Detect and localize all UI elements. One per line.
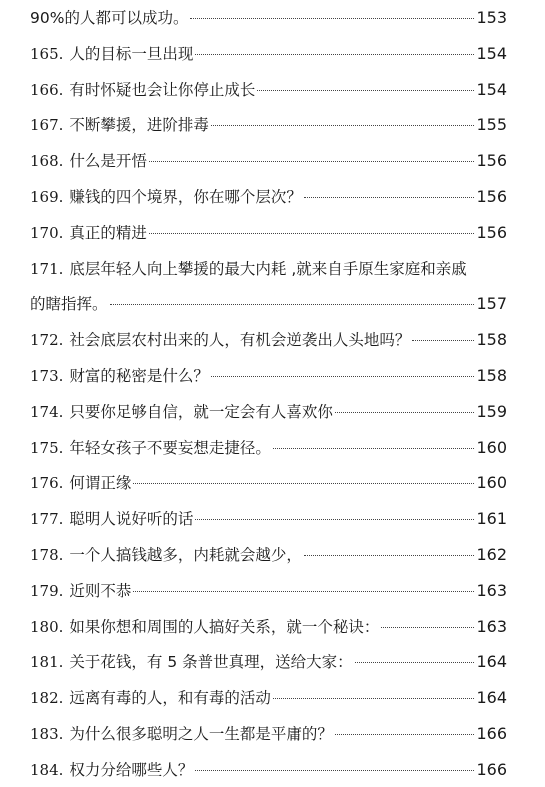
- toc-entry-number: 180.: [30, 617, 64, 636]
- toc-entry-title: 聪明人说好听的话: [69, 510, 194, 529]
- toc-entry-page-number: 156: [476, 222, 507, 242]
- toc-entry-number: 175.: [30, 438, 64, 457]
- toc-entry-page-number: 163: [476, 616, 507, 636]
- toc-entry: [30, 149, 507, 173]
- toc-entry: [30, 257, 507, 281]
- toc-entry-number: 181.: [30, 653, 64, 672]
- dot-leader: [273, 698, 475, 699]
- toc-entry: [30, 471, 507, 495]
- toc-entry-number: 168.: [30, 152, 64, 171]
- dot-leader: [335, 734, 475, 735]
- toc-entry-number: 182.: [30, 689, 64, 708]
- toc-entry-page-number: 164: [476, 652, 507, 672]
- toc-entry: [30, 758, 507, 782]
- toc-entry-page-number: 162: [476, 545, 507, 564]
- toc-entry-title: 真正的精进: [69, 223, 147, 242]
- dot-leader: [381, 627, 474, 628]
- toc-entry-number: 171.: [30, 259, 64, 278]
- toc-entry-page-number: 156: [476, 151, 507, 171]
- toc-entry-title: 只要你足够自信，就一定会有人喜欢你: [69, 402, 333, 421]
- toc-entry-number: 165.: [30, 44, 64, 63]
- toc-entry-number: 179.: [30, 581, 64, 600]
- toc-entry: [30, 579, 507, 603]
- toc-entry-title: 为什么很多聪明之人一生都是平庸的？: [69, 725, 333, 743]
- toc-entry-page-number: 166: [476, 759, 507, 779]
- toc-entry-number: 166.: [30, 80, 64, 99]
- toc-entry-page-number: 158: [476, 366, 507, 385]
- toc-entry-title: 什么是开悟: [69, 152, 147, 171]
- toc-entry-page-number: 154: [476, 43, 507, 63]
- toc-entry-title: 如果你想和周围的人搞好关系，就一个秘诀：: [69, 617, 380, 636]
- toc-entry-number: 174.: [30, 402, 64, 421]
- toc-entry: [30, 400, 507, 424]
- toc-entry: [30, 722, 507, 746]
- toc-entry: [30, 436, 507, 460]
- toc-entry: [30, 650, 507, 674]
- toc-entry-title: 的瞎指挥。: [30, 295, 108, 314]
- toc-entry-title: 财富的秘密是什么？: [69, 367, 209, 385]
- toc-entry-title: 赚钱的四个境界，你在哪个层次？: [69, 188, 302, 206]
- toc-entry-number: 169.: [30, 188, 64, 206]
- toc-entry-title: 远离有毒的人，和有毒的活动: [69, 689, 271, 708]
- dot-leader: [110, 304, 475, 305]
- toc-entry: [30, 686, 507, 710]
- toc-entry-page-number: 161: [476, 509, 507, 529]
- toc-entry-number: 178.: [30, 546, 64, 564]
- dot-leader: [149, 233, 475, 234]
- toc-entry-page-number: 160: [476, 473, 507, 493]
- toc-entry-title: 有时怀疑也会让你停止成长: [69, 80, 256, 99]
- toc-entry-page-number: 164: [476, 688, 507, 708]
- dot-leader: [304, 555, 475, 556]
- toc-entry-title: 权力分给哪些人？: [69, 760, 194, 779]
- toc-entry-page-number: 158: [476, 330, 507, 350]
- toc-entry: [30, 42, 507, 66]
- toc-entry-title: 近则不恭: [69, 581, 132, 600]
- toc-entry-number: 170.: [30, 223, 64, 242]
- toc-entry: [30, 78, 507, 102]
- toc-entry: [30, 615, 507, 639]
- toc-entry: [30, 328, 507, 352]
- toc-entry: [30, 364, 507, 388]
- toc-entry-title: 社会底层农村出来的人，有机会逆袭出人头地吗？: [69, 331, 411, 350]
- dot-leader: [257, 90, 474, 91]
- toc-entry-number: 184.: [30, 760, 64, 779]
- toc-entry-title: 关于花钱，有 5 条普世真理，送给大家：: [69, 653, 353, 672]
- dot-leader: [273, 448, 475, 449]
- toc-entry-number: 167.: [30, 116, 64, 135]
- dot-leader: [133, 483, 474, 484]
- toc-entry-page-number: 154: [476, 79, 507, 99]
- toc-entry-number: 173.: [30, 367, 64, 385]
- toc-entry-page-number: 156: [476, 187, 507, 206]
- toc-entry-number: 183.: [30, 725, 64, 743]
- dot-leader: [133, 591, 474, 592]
- toc-entry-page-number: 163: [476, 580, 507, 600]
- dot-leader: [195, 770, 474, 771]
- toc-entry-page-number: 160: [476, 437, 507, 457]
- toc-entry-number: 176.: [30, 474, 64, 493]
- toc-entry-number: 172.: [30, 331, 64, 350]
- toc-entry-page-number: 157: [476, 294, 507, 314]
- dot-leader: [195, 54, 474, 55]
- toc-entry: [30, 185, 507, 209]
- toc-entry-title: 一个人搞钱越多，内耗就会越少，: [69, 546, 302, 564]
- toc-entry-title: 底层年轻人向上攀援的最大内耗 ,就来自手原生家庭和亲戚: [69, 259, 467, 278]
- toc-entry-page-number: 155: [476, 115, 507, 135]
- dot-leader: [211, 376, 475, 377]
- toc-entry: [30, 6, 507, 30]
- toc-entry: [30, 292, 507, 316]
- toc-entry: [30, 543, 507, 567]
- toc-entry: [30, 113, 507, 137]
- toc-entry-page-number: 166: [476, 724, 507, 743]
- toc-entry: [30, 507, 507, 531]
- toc-entry-number: 177.: [30, 510, 64, 529]
- toc-entry-page-number: 159: [476, 401, 507, 421]
- toc-entry-title: 90%的人都可以成功。: [30, 9, 189, 27]
- dot-leader: [190, 18, 474, 19]
- toc-entry-title: 不断攀援，进阶排毒: [69, 116, 209, 135]
- dot-leader: [195, 519, 474, 520]
- dot-leader: [335, 412, 475, 413]
- toc-entry-title: 何谓正缘: [69, 474, 132, 493]
- dot-leader: [149, 161, 475, 162]
- dot-leader: [304, 197, 475, 198]
- toc-entry: [30, 221, 507, 245]
- dot-leader: [355, 662, 475, 663]
- dot-leader: [412, 340, 474, 341]
- dot-leader: [211, 125, 475, 126]
- toc-entry-title: 年轻女孩子不要妄想走捷径。: [69, 438, 271, 457]
- toc-entry-page-number: 153: [476, 8, 507, 27]
- toc-entry-title: 人的目标一旦出现: [69, 44, 194, 63]
